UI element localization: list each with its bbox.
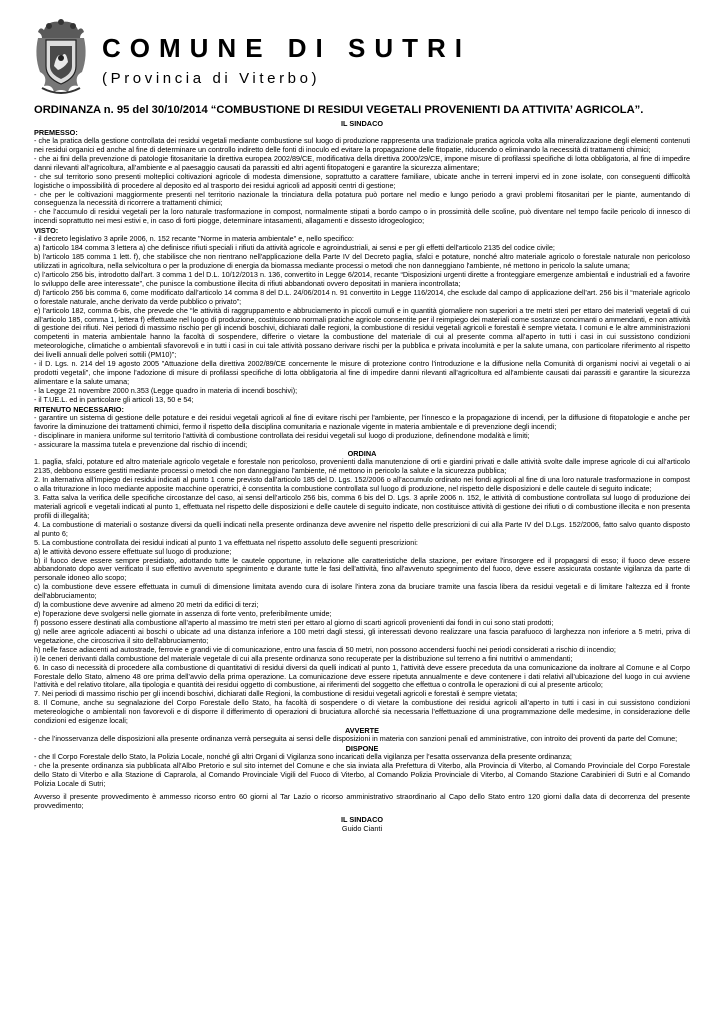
ordina-paragraph: g) nelle aree agricole adiacenti ai boschi o ubicate ad una distanza inferiore a 100 metri dagli stessi, gli interessati devono realizzare una fascia parafuoco di larghezza non inferiore a 5 metri, priva di vegetazione, che circoscriva il sito dell'abbruciamento; — [34, 626, 690, 645]
signature-role: IL SINDACO — [340, 814, 384, 824]
avverte-heading: AVVERTE — [345, 726, 379, 736]
dispone-paragraph: - che la presente ordinanza sia pubblicata all’Albo Pretorio e sul sito internet del Comune e che sia inviata alla Prefettura di Viterbo, alla Provincia di Viterbo, al Comando Provinciale del Corpo Forestale dello Stato di Viterbo e alla Stazione di Caprarola, al Comando Provinciale Vigili del Fuoco di Viterbo, al Comando Polizia Provinciale di Viterbo, al Comando Stazione Carabinieri di Sutri e al Comando Polizia Locale di Sutri; — [34, 760, 690, 788]
ordina-paragraph: 8. Il Comune, anche su segnalazione del Corpo Forestale dello Stato, ha facoltà di sospendere o di vietare la combustione dei residui agricoli all’aperto in tutti i casi in cui sussistono condizioni metereologiche o ambientali non favorevoli e di disporre il differimento di operazioni di bruciatura allorché sia necessaria l’effettuazione di una programmazione delle medesime, in considerazione delle condizioni ed esigenze locali; — [34, 698, 690, 726]
dispone-heading: DISPONE — [345, 744, 379, 753]
ordina-paragraph: 6. In caso di necessità di procedere alla combustione di quantitativi di residui diversi da quelli indicati al punto 1, l’attività deve essere preceduta da una comunicazione da inoltrare al Comune e al Corpo Forestale dello Stato, almeno 48 ore prima dell’avvio della prima operazione. La comunicazione deve essere ripetuta annualmente e deve contenere i dati relativi all’ubicazione del luogo in cui avviene l’attività e del relativo titolare, alla tipologia e quantità dei residui oggetto di combustione, ai riferimenti del soggetto che effettua o controlla le operazioni di cui al presente articolo; — [34, 662, 690, 690]
visto-paragraph: a) l'articolo 184 comma 3 lettera a) che definisce rifiuti speciali i rifiuti da attività agricole e agroindustriali, ai sensi e per gli effetti dell'articolo 2135 del codice civile; — [34, 243, 555, 253]
ordina-paragraph: 1. paglia, sfalci, potature ed altro materiale agricolo vegetale e forestale non pericoloso, provenienti dalla manutenzione di orti e giardini privati e dalle attività svolte dalle imprese agricole di cui all’articolo 2135, debbono essere gestiti mediante processi o metodi che non danneggiano l’ambiente, né mettono in pericolo la salute e la sicurezza pubblica; — [34, 457, 690, 476]
visto-paragraph: - il D. Lgs. n. 214 del 19 agosto 2005 "Attuazione della direttiva 2002/89/CE concernente le misure di protezione contro l'introduzione e la diffusione nella Comunità di organismi nocivi ai vegetali o ai prodotti vegetali", che impone l’adozione di misure di profilassi specifiche di lotta obbligatoria al fine di impedire danni rilevanti all'agricoltura ed all'ambiente causati dai parassiti e garantire la sicurezza alimentare e la salute umana; — [34, 359, 690, 386]
ordina-paragraph: d) la combustione deve avvenire ad almeno 20 metri da edifici di terzi; — [34, 600, 259, 610]
visto-paragraph: e) l’articolo 182, comma 6-bis, che prevede che “le attività di raggruppamento e abbruciamento in piccoli cumuli e in quantità giornaliere non superiori a tre metri steri per ettaro dei materiali vegetali di cui all’articolo 185, comma 1, lettera f) effettuate nel luogo di produzione, costituiscono normali pratiche agricole consentite per il reimpiego dei materiali come sostanze concimanti o ammendanti, e non attività di gestione dei rifiuti. Nei periodi di massimo rischio per gli incendi boschivi, dichiarati dalle regioni, la combustione di residui vegetali agricoli e forestali è sempre vietata. I comuni e le altre amministrazioni competenti in materia ambientale hanno la facoltà di sospendere, differire o vietare la combustione del materiale di cui al presente comma all’aperto in tutti i casi in cui sussistono condizioni meteorologiche, climatiche o ambientali sfavorevoli e in tutti i casi in cui tale attività possano derivare rischi per la pubblica e privata incolumità e per la salute umana, con particolare riferimento al rispetto dei livelli annuali delle polveri sottili (PM10)”; — [34, 305, 690, 360]
ordina-paragraph: 7. Nei periodi di massimo rischio per gli incendi boschivi, dichiarati dalle Regioni, la combustione di residui vegetali agricoli e forestali è sempre vietata; — [34, 689, 518, 699]
ordinance-title: ORDINANZA n. 95 del 30/10/2014 “COMBUSTIONE DI RESIDUI VEGETALI PROVENIENTI DA ATTIVITA’ AGRICOLA”. — [34, 104, 644, 116]
ritenuto-paragraph: - garantire un sistema di gestione delle potature e dei residui vegetali agricoli al fine di evitare rischi per l'ambiente, per l’innesco e la propagazione di incendi, per la diffusione di fitopatologie e anche per favorire la diminuzione dei trattamenti chimici, fermo il rispetto della disciplina comunitaria e nazionale vigente in materia ambientale e di prevenzione degli incendi; — [34, 412, 690, 431]
ordina-paragraph: h) nelle fasce adiacenti ad autostrade, ferrovie e grandi vie di comunicazione, entro una fascia di 50 metri, non possono accendersi fuochi nei periodi considerati a rischio di incendio; — [34, 644, 616, 654]
signature-block — [34, 815, 690, 833]
ordina-paragraph: e) l'operazione deve svolgersi nelle giornate in assenza di forte vento, preferibilmente umide; — [34, 609, 332, 619]
ordina-paragraph: f) possono essere destinati alla combustione all’aperto al massimo tre metri steri per ettaro al giorno di scarti agricoli provenienti dai fondi in cui sono stati prodotti; — [34, 618, 554, 628]
visto-paragraph: - la Legge 21 novembre 2000 n.353 (Legge quadro in materia di incendi boschivi); — [34, 385, 298, 395]
avverte-paragraph: - che l’inosservanza delle disposizioni alla presente ordinanza verrà perseguita ai sensi delle disposizioni in materia con sanzioni penali ed amministrative, con introito dei proventi da parte del Comune; — [34, 734, 678, 744]
ritenuto-paragraph: - assicurare la massima tutela e prevenzione dal rischio di incendi; — [34, 439, 248, 449]
premesso-paragraph: - che l’accumulo di residui vegetali per la loro naturale trasformazione in compost, normalmente stipati a bordo campo o in prossimità delle scoline, può diventare nel tempo facile pericolo di innesco di incendi soprattutto nei mesi estivi e, in caso di forti piogge, determinare intasamenti, allagamenti e dissesto idrogeologico; — [34, 207, 690, 226]
premesso-paragraph: - che per le coltivazioni maggiormente presenti nel territorio nazionale la trinciatura della potatura può portare nel medio e lungo periodo a gravi problemi fitosanitari per le piante, aumentando di conseguenza la necessità di ricorrere a trattamenti chimici; — [34, 189, 690, 208]
visto-heading: VISTO: — [34, 226, 59, 236]
premesso-heading: PREMESSO: — [34, 128, 78, 137]
coat-of-arms-icon — [34, 16, 88, 98]
ordina-paragraph: 4. La combustione di materiali o sostanze diversi da quelli indicati nella presente ordinanza deve avvenire nel rispetto delle prescrizioni di cui alla Parte IV del D.Lgs. 152/2006, fatto salvo quanto disposto al punto 6; — [34, 519, 690, 538]
ritenuto-heading: RITENUTO NECESSARIO: — [34, 404, 124, 414]
premesso-paragraph: - che ai fini della prevenzione di patologie fitosanitarie la direttiva europea 2002/89/CE, modificativa della direttiva 2000/29/CE, impone misure di profilassi specifiche di lotta obbligatoria, al fine di impedire danni rilevanti all’agricoltura, all’ambiente e al paesaggio causati da parassiti ed altri agenti fitopatogeni e garantire la sicurezza alimentare; — [34, 153, 690, 172]
issuer-heading: IL SINDACO — [340, 119, 384, 128]
appeal-notice: Avverso il presente provvedimento è ammesso ricorso entro 60 giorni al Tar Lazio o ricorso amministrativo straordinario al Capo dello Stato entro 120 giorni dalla data di decorrenza del presente provvedimento; — [34, 791, 690, 810]
premesso-paragraph: - che sul territorio sono presenti molteplici coltivazioni agricole di modesta dimensione, soprattutto a carattere familiare, ubicate anche in terreni impervi ed in zone isolate, con conseguenti difficoltà logistiche o impossibilità di procedere al deposito ed al trasporto dei residui agricoli ad appositi centri di gestione; — [34, 171, 690, 190]
visto-paragraph: b) l'articolo 185 comma 1 lett. f), che stabilisce che non rientrano nell'applicazione della Parte IV del Decreto paglia, sfalci e potature, nonché altro materiale agricolo o forestale naturale non pericoloso utilizzati in agricoltura, nella selvicoltura o per la produzione di energia da biomassa mediante processi o metodi che non danneggiano l'ambiente, né mettono in pericolo la salute umana; — [34, 252, 690, 270]
ordina-paragraph: 2. In alternativa all’impiego dei residui indicati al punto 1 come previsto dall’articolo 185 del D. Lgs. 152/2006 o all’accumulo ordinato nei fondi agricoli al fine di una loro naturale trasformazione in compost o alla triturazione in loco mediante apposite macchine operatrici, è consentita la combustione controllata sul luogo di produzione, nel rispetto delle disposizioni e delle cautele di seguito indicate; — [34, 475, 690, 494]
ordina-heading: ORDINA — [347, 449, 377, 459]
premesso-paragraph: - che la pratica della gestione controllata dei residui vegetali mediante combustione sul luogo di produzione rappresenta una tradizionale pratica agricola volta alla mineralizzazione degli elementi contenuti nei residui organici ed anche al fine di determinare un controllo indiretto delle fonti di inoculo ed evitare la propagazione delle fitopatie, riducendo o eliminando la necessità di trattamenti chimici; — [34, 136, 690, 154]
letterhead — [34, 12, 690, 100]
ordina-paragraph: a) le attività devono essere effettuate sul luogo di produzione; — [34, 546, 232, 556]
ordina-paragraph: 3. Fatta salva la verifica delle specifiche circostanze del caso, ai sensi dell’articolo 256 bis, comma 6 bis del D. Lgs. 3 aprile 2006 n. 152, le attività di combustione controllata sul luogo di produzione dei materiali agricoli e vegetali indicati al punto 1, effettuata nel rispetto delle disposizioni e delle cautele di seguito indicate, non costituisce attività di gestione dei rifiuti o di combustione illecita e non presenta profili di illegalità; — [34, 493, 690, 520]
ordina-paragraph: i) le ceneri derivanti dalla combustione del materiale vegetale di cui alla presente ordinanza sono recuperate per la distribuzione sul terreno a fini nutritivi o ammendanti; — [34, 653, 573, 663]
ordina-paragraph: c) la combustione deve essere effettuata in cumuli di dimensione limitata avendo cura di isolare l'intera zona da bruciare tramite una fascia libera da residui vegetali e di limitare l'altezza ed il fronte dell'abbruciamento; — [34, 582, 690, 601]
province-name: (Provincia di Viterbo) — [102, 70, 321, 87]
visto-paragraph: c) l’articolo 256 bis, introdotto dall’art. 3 comma 1 del D.L. 10/12/2013 n. 136, convertito in Legge 6/2014, recante “Disposizioni urgenti dirette a fronteggiare emergenze ambientali e industriali ed a favorire lo sviluppo delle aree interessate”, che punisce la combustione illecita di rifiuti abbandonati ovvero depositati in maniera incontrollata; — [34, 269, 690, 288]
visto-paragraph: - il decreto legislativo 3 aprile 2006, n. 152 recante "Norme in materia ambientale" e, nello specifico: — [34, 234, 354, 244]
signature-name: Guido Cianti — [341, 823, 383, 833]
municipality-name: COMUNE DI SUTRI — [102, 33, 471, 63]
ordina-paragraph: 5. La combustione controllata dei residui indicati al punto 1 va effettuata nel rispetto assoluto delle seguenti prescrizioni: — [34, 537, 418, 547]
visto-paragraph: - il T.UE.L. ed in particolare gli articoli 13, 50 e 54; — [34, 394, 194, 404]
visto-paragraph: d) l’articolo 256 bis comma 6, come modificato dall’articolo 14 comma 8 del D.L. 24/06/2014 n. 91 convertito in Legge 116/2014, che esclude dal campo di applicazione dell’art. 256 bis il “materiale agricolo o forestale naturale, anche derivato da verde pubblico o privato”; — [34, 287, 690, 306]
dispone-paragraph: - che Il Corpo Forestale dello Stato, la Polizia Locale, nonché gli altri Organi di Vigilanza sono incaricati della vigilanza per l’esatta osservanza della presente ordinanza; — [34, 752, 572, 761]
ritenuto-paragraph: - disciplinare in maniera uniforme sul territorio l’attività di combustione controllata dei residui vegetali sul luogo di produzione, definendone modalità e limiti; — [34, 430, 530, 440]
ordina-paragraph: b) il fuoco deve essere sempre presidiato, adottando tutte le cautele opportune, in relazione alle caratteristiche della stazione, per evitare l'insorgere ed il propagarsi di esso; il fuoco deve essere abbandonato dopo aver verificato il suo effettivo avvenuto spegnimento e durante tutte le fasi dell'attività, fino all'avvenuto spegnimento del fuoco, deve essere assicurata costante vigilanza da parte di personale idoneo allo scopo; — [34, 555, 690, 583]
